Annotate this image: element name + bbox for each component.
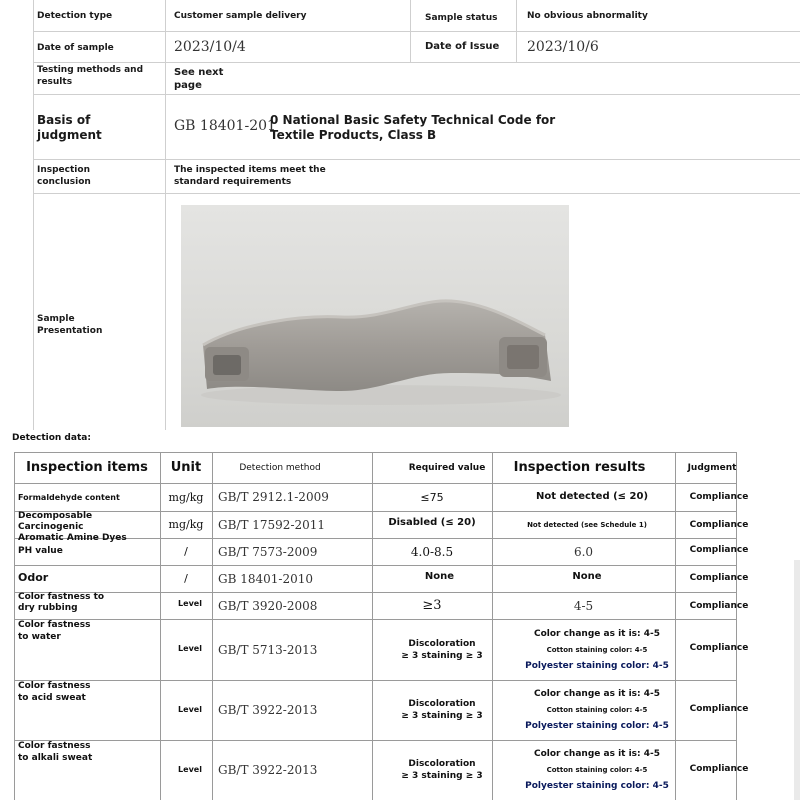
basis-code: GB 18401-201 bbox=[174, 118, 276, 134]
row-required: 4.0-8.5 bbox=[410, 544, 454, 559]
date-of-sample-label: Date of sample bbox=[37, 43, 114, 53]
conclusion-value-line: standard requirements bbox=[174, 177, 292, 187]
grid-line bbox=[165, 0, 166, 430]
basis-of-judgment-label bbox=[37, 113, 102, 143]
header-unit: Unit bbox=[170, 460, 202, 475]
row-unit: / bbox=[184, 572, 188, 585]
row-item bbox=[15, 619, 160, 680]
row-method: GB/T 2912.1-2009 bbox=[218, 490, 329, 504]
row-result-line: Polyester staining color: 4-5 bbox=[525, 781, 669, 791]
row-unit: mg/kg bbox=[168, 490, 204, 504]
sample-photo bbox=[181, 205, 569, 427]
row-item: Formaldehyde content bbox=[18, 492, 120, 502]
row-item: PH value bbox=[18, 546, 63, 556]
inspection-conclusion-label bbox=[37, 164, 91, 188]
cervical-collar-icon bbox=[181, 205, 569, 427]
conclusion-value-line: The inspected items meet the bbox=[174, 165, 326, 175]
row-result: None bbox=[572, 571, 602, 582]
sample-status-label: Sample status bbox=[425, 13, 498, 23]
row-required-line: Discoloration bbox=[408, 759, 476, 769]
row-judgment: Compliance bbox=[689, 544, 749, 555]
row-item-line: Aromatic Amine Dyes bbox=[18, 533, 127, 543]
conclusion-label-line: conclusion bbox=[37, 177, 91, 187]
row-unit: Level bbox=[178, 704, 202, 714]
detection-data-label: Detection data: bbox=[12, 433, 91, 443]
row-judgment: Compliance bbox=[689, 600, 749, 611]
row-item-line: to acid sweat bbox=[18, 693, 86, 703]
row-item-line: Color fastness bbox=[18, 681, 91, 691]
row-result-line: Color change as it is: 4-5 bbox=[533, 689, 661, 699]
header-judgment: Judgment bbox=[687, 462, 737, 473]
row-item bbox=[15, 511, 160, 543]
basis-description-line: 0 National Basic Safety Technical Code for bbox=[270, 113, 556, 127]
conclusion-label-line: Inspection bbox=[37, 165, 90, 175]
row-judgment: Compliance bbox=[689, 519, 749, 530]
basis-label-line: Basis of bbox=[37, 113, 91, 127]
row-result: 4-5 bbox=[573, 598, 594, 613]
row-result-line: Cotton staining color: 4-5 bbox=[546, 706, 648, 714]
row-method: GB/T 3922-2013 bbox=[218, 763, 318, 777]
header-inspection-results: Inspection results bbox=[513, 460, 646, 475]
row-result bbox=[492, 746, 702, 794]
testing-methods-value bbox=[174, 66, 223, 92]
sample-label-line: Presentation bbox=[37, 326, 103, 336]
row-required: ≤75 bbox=[420, 490, 444, 504]
grid-line bbox=[33, 193, 800, 194]
detection-data-section bbox=[0, 430, 800, 800]
row-unit: Level bbox=[178, 643, 202, 653]
testing-methods-value-line: See next bbox=[174, 67, 224, 78]
row-result: Not detected (≤ 20) bbox=[535, 490, 649, 502]
row-unit: Level bbox=[178, 764, 202, 774]
grid-line bbox=[33, 0, 34, 430]
row-item: Odor bbox=[18, 571, 49, 584]
date-of-issue-value: 2023/10/6 bbox=[527, 39, 599, 55]
row-result bbox=[492, 686, 702, 734]
row-required-line: ≥ 3 staining ≥ 3 bbox=[401, 771, 483, 781]
grid-line bbox=[33, 31, 800, 32]
row-required bbox=[372, 740, 512, 800]
row-method: GB/T 17592-2011 bbox=[218, 517, 326, 532]
row-result-line: Color change as it is: 4-5 bbox=[533, 629, 661, 639]
testing-methods-value-line: page bbox=[174, 80, 202, 91]
row-judgment: Compliance bbox=[689, 492, 749, 502]
row-required-line: Discoloration bbox=[408, 638, 476, 649]
row-required: Disabled (≤ 20) bbox=[388, 517, 476, 528]
header-required-value: Required value bbox=[408, 462, 486, 473]
row-method: GB/T 5713-2013 bbox=[218, 642, 318, 657]
grid-line bbox=[33, 159, 800, 160]
inspection-conclusion-value bbox=[174, 164, 326, 188]
detection-type-value: Customer sample delivery bbox=[174, 11, 307, 21]
row-method: GB/T 3920-2008 bbox=[218, 598, 318, 613]
row-unit: mg/kg bbox=[168, 518, 204, 531]
row-item bbox=[15, 740, 160, 800]
row-method: GB/T 7573-2009 bbox=[218, 544, 318, 559]
row-result bbox=[492, 626, 702, 674]
row-item-line: Color fastness bbox=[18, 741, 91, 751]
row-result-line: Polyester staining color: 4-5 bbox=[525, 661, 669, 671]
row-item-line: to alkali sweat bbox=[18, 753, 93, 763]
row-required-line: Discoloration bbox=[408, 699, 476, 709]
row-item-line: Color fastness to bbox=[18, 592, 105, 602]
row-required bbox=[372, 619, 512, 680]
testing-methods-label-line: results bbox=[37, 77, 73, 87]
row-result-line: Cotton staining color: 4-5 bbox=[546, 646, 648, 654]
detection-type-label: Detection type bbox=[37, 11, 113, 21]
row-required-line: ≥ 3 staining ≥ 3 bbox=[401, 711, 483, 721]
basis-label-line: judgment bbox=[37, 128, 102, 142]
row-judgment: Compliance bbox=[689, 764, 749, 774]
header-detection-method: Detection method bbox=[239, 462, 321, 473]
grid-line bbox=[33, 62, 800, 63]
sample-label-line: Sample bbox=[37, 314, 75, 324]
row-judgment: Compliance bbox=[689, 643, 749, 653]
row-required bbox=[372, 680, 512, 740]
row-item-line: dry rubbing bbox=[18, 603, 78, 613]
row-judgment: Compliance bbox=[689, 572, 749, 583]
grid-line bbox=[33, 94, 800, 95]
sample-presentation-label bbox=[37, 313, 102, 337]
row-unit: / bbox=[184, 545, 188, 558]
basis-description bbox=[270, 113, 555, 143]
row-result: 6.0 bbox=[573, 544, 594, 559]
sample-status-value: No obvious abnormality bbox=[527, 11, 648, 21]
row-result-line: Color change as it is: 4-5 bbox=[533, 749, 661, 759]
row-item bbox=[15, 680, 160, 740]
row-result-line: Polyester staining color: 4-5 bbox=[525, 721, 669, 731]
row-required-line: ≥ 3 staining ≥ 3 bbox=[401, 650, 483, 661]
row-required: None bbox=[424, 571, 455, 582]
header-inspection-items: Inspection items bbox=[26, 460, 148, 475]
row-item-line: Color fastness bbox=[18, 620, 91, 630]
row-item-line: to water bbox=[18, 632, 61, 642]
row-result-line: Cotton staining color: 4-5 bbox=[546, 766, 648, 774]
testing-methods-label-line: Testing methods and bbox=[37, 65, 144, 75]
row-item bbox=[15, 592, 160, 619]
row-method: GB/T 3922-2013 bbox=[218, 703, 318, 717]
row-judgment: Compliance bbox=[689, 704, 749, 714]
row-required: ≥3 bbox=[422, 598, 442, 613]
date-of-issue-label: Date of Issue bbox=[425, 41, 500, 52]
date-of-sample-value: 2023/10/4 bbox=[174, 39, 246, 55]
page-edge-strip bbox=[794, 560, 800, 800]
row-item-line: Decomposable Carcinogenic bbox=[18, 511, 93, 532]
row-method: GB 18401-2010 bbox=[218, 571, 313, 586]
row-result: Not detected (see Schedule 1) bbox=[527, 520, 647, 529]
row-unit: Level bbox=[178, 599, 202, 608]
basis-description-line: Textile Products, Class B bbox=[270, 128, 437, 142]
testing-methods-label bbox=[37, 64, 143, 88]
